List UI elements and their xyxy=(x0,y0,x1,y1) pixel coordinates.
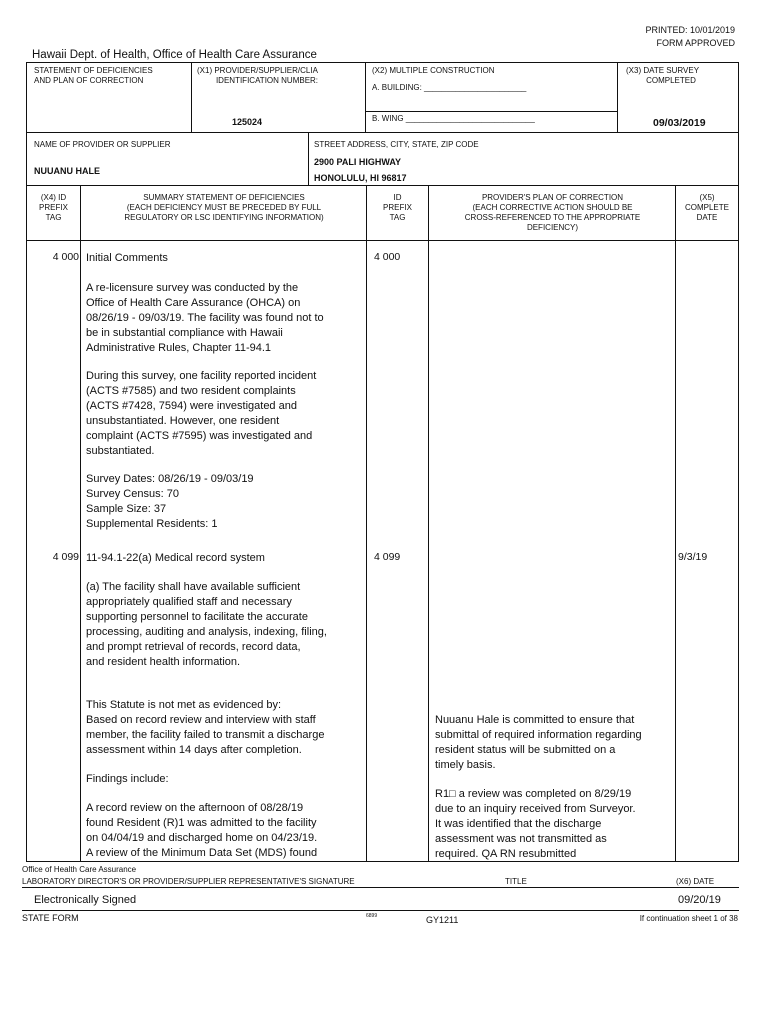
divider-x2 xyxy=(365,62,366,132)
row2-id: 4 099 xyxy=(374,551,401,563)
row2-tag: 4 099 xyxy=(52,551,79,563)
provider-name-label: NAME OF PROVIDER OR SUPPLIER xyxy=(34,140,171,149)
row2-paragraph-2: This Statute is not met as evidenced by: Based on record review and interview with staff member, the facility failed to transmit a discharge assessment within 14 days after completion. xyxy=(86,699,325,756)
footer-bottom-line xyxy=(22,910,739,911)
provider-name: NUUANU HALE xyxy=(34,166,100,176)
frame-top xyxy=(26,62,739,63)
col-header-x5: (X5) COMPLETE DATE xyxy=(684,193,729,222)
row2-complete-date: 9/3/19 xyxy=(678,551,708,563)
statement-label-2: AND PLAN OF CORRECTION xyxy=(34,76,144,85)
statement-label-1: STATEMENT OF DEFICIENCIES xyxy=(34,66,153,75)
printed-date: PRINTED: 10/01/2019 xyxy=(645,25,735,35)
x1-label-1: (X1) PROVIDER/SUPPLIER/CLIA xyxy=(197,66,318,75)
row2-paragraph-1: (a) The facility shall have available sufficient appropriately qualified staff and necessary supporting personnel to facilitate the accurate processing, auditing and analysis, indexing, filing, and prompt retrieval of records, record data, and resident health information. xyxy=(86,581,327,668)
row1-paragraph-2: During this survey, one facility reported incident (ACTS #7585) and two resident complaints (ACTS #7428, 7594) were investigated and unsubstantiated. However, one resident complaint (ACTS #7595) was investigated and substantiated. xyxy=(86,370,317,457)
frame-left xyxy=(26,62,27,862)
row1-id: 4 000 xyxy=(374,251,401,263)
row1-tag: 4 000 xyxy=(52,251,79,263)
building-label: A. BUILDING: _______________________ xyxy=(372,83,527,92)
row2-paragraph-4: A record review on the afternoon of 08/28/19 found Resident (R)1 was admitted to the facility on 04/04/19 and discharged home on 04/23/19. A review of the Minimum Data Set (MDS) found xyxy=(86,802,318,859)
row1-title: Initial Comments xyxy=(86,252,168,264)
x1-label-2: IDENTIFICATION NUMBER: xyxy=(215,76,319,85)
signature-date: 09/20/19 xyxy=(678,894,721,906)
provider-id: 125024 xyxy=(231,117,263,127)
divider-x3 xyxy=(617,62,618,132)
plan-paragraph-2: R1□ a review was completed on 8/29/19 due to an inquiry received from Surveyor. It was identified that the discharge assessment was not transmitted as required. QA RN resubmitted xyxy=(435,788,636,860)
x3-label-1: (X3) DATE SURVEY xyxy=(626,66,700,75)
form-approved: FORM APPROVED xyxy=(656,38,735,48)
title-label: TITLE xyxy=(505,877,527,886)
event-id: GY1211 xyxy=(426,915,459,925)
footer-office: Office of Health Care Assurance xyxy=(22,865,137,874)
agency-name: Hawaii Dept. of Health, Office of Health Care Assurance xyxy=(32,49,317,61)
col-header-id: ID PREFIX TAG xyxy=(383,193,412,222)
divider-provider xyxy=(26,132,739,133)
address-line-1: 2900 PALI HIGHWAY xyxy=(314,157,402,167)
survey-completed-date: 09/03/2019 xyxy=(653,117,706,129)
wing-label: B. WING _____________________________ xyxy=(372,114,535,123)
divider-address xyxy=(308,132,309,185)
divider-wing xyxy=(365,111,617,112)
x3-label-2: COMPLETED xyxy=(646,76,696,85)
col-header-x4: (X4) ID PREFIX TAG xyxy=(39,193,68,222)
form-code: 6899 xyxy=(366,913,378,919)
col-divider-4 xyxy=(675,185,676,862)
col-divider-3 xyxy=(428,185,429,862)
col-divider-2 xyxy=(366,185,367,862)
col-header-plan: PROVIDER'S PLAN OF CORRECTION (EACH CORRECTIVE ACTION SHOULD BE CROSS-REFERENCED TO THE APPROPRIATE DEFICIENCY) xyxy=(464,193,641,232)
state-form-label: STATE FORM xyxy=(22,913,79,923)
signature-value: Electronically Signed xyxy=(34,894,137,906)
frame-right xyxy=(738,62,739,862)
footer-signature-line xyxy=(22,887,739,888)
row1-paragraph-3: Survey Dates: 08/26/19 - 09/03/19 Survey Census: 70 Sample Size: 37 Supplemental Residents: 1 xyxy=(86,473,254,530)
row2-paragraph-3: Findings include: xyxy=(86,773,169,785)
signature-label: LABORATORY DIRECTOR'S OR PROVIDER/SUPPLIER REPRESENTATIVE'S SIGNATURE xyxy=(22,877,355,886)
divider-body xyxy=(26,240,739,241)
divider-columns xyxy=(26,185,739,186)
col-divider-1 xyxy=(80,185,81,862)
plan-paragraph-1: Nuuanu Hale is committed to ensure that submittal of required information regarding resident status will be submitted on a timely basis. xyxy=(435,714,642,771)
x2-label: (X2) MULTIPLE CONSTRUCTION xyxy=(372,66,495,75)
col-header-summary: SUMMARY STATEMENT OF DEFICIENCIES (EACH DEFICIENCY MUST BE PRECEDED BY FULL REGULATORY OR LSC IDENTIFYING INFORMATION) xyxy=(124,193,324,222)
address-line-2: HONOLULU, HI 96817 xyxy=(314,173,407,183)
address-label: STREET ADDRESS, CITY, STATE, ZIP CODE xyxy=(314,140,479,149)
row1-paragraph-1: A re-licensure survey was conducted by the Office of Health Care Assurance (OHCA) on 08/26/19 - 09/03/19. The facility was found not to be in substantial compliance with Hawaii Administrative Rules, Chapter 11-94.1 xyxy=(86,282,324,354)
continuation-sheet: If continuation sheet 1 of 38 xyxy=(639,914,738,923)
row2-title: 11-94.1-22(a) Medical record system xyxy=(86,552,265,564)
x6-date-label: (X6) DATE xyxy=(676,877,715,886)
